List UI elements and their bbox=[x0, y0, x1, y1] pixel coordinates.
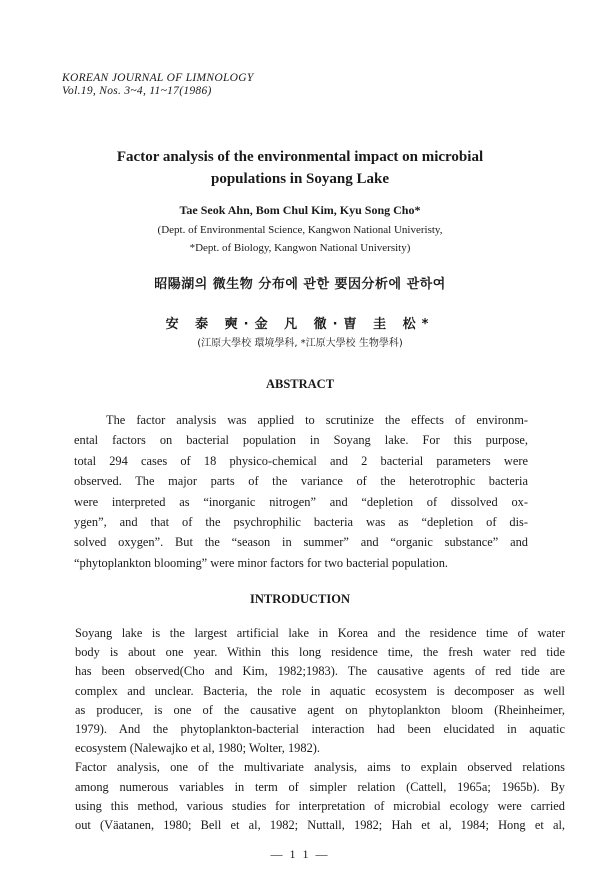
paper-title bbox=[60, 146, 540, 190]
abstract-line: “phytoplankton blooming” were minor factors for two bacterial population. bbox=[74, 555, 449, 570]
intro-line: Soyang lake is the largest artificial lake in Korea and the residence time of water bbox=[75, 626, 565, 640]
abstract-heading: ABSTRACT bbox=[265, 377, 335, 391]
intro-line: has been observed(Cho and Kim, 1982;1983). The causative agents of red tide are bbox=[75, 664, 565, 679]
intro-line: out (Väatanen, 1980; Bell et al, 1982; Nuttall, 1982; Hah et al, 1984; Hong et al, bbox=[75, 818, 565, 833]
intro-line: as producer, is one of the causative agent on phytoplankton bloom (Rheinheimer, bbox=[75, 702, 565, 717]
introduction-body bbox=[75, 624, 565, 835]
intro-line: using this method, various studies for interpretation of microbial ecology were carried bbox=[75, 798, 565, 813]
korean-affiliation: (江原大學校 環境學科, *江原大學校 生物學科) bbox=[197, 338, 403, 349]
abstract-line: total 294 cases of 18 physico-chemical and 2 bacterial parameters were bbox=[74, 453, 528, 468]
introduction-heading: INTRODUCTION bbox=[249, 592, 350, 606]
affiliation-line: *Dept. of Biology, Kangwon National University) bbox=[189, 242, 411, 254]
abstract-line: solved oxygen”. But the “season in summer” and “organic substance” and bbox=[74, 535, 528, 550]
abstract-line: were interpreted as “inorganic nitrogen” and “depletion of dissolved ox- bbox=[74, 494, 528, 509]
abstract-line: observed. The major parts of the variance of the heterotrophic bacteria bbox=[74, 474, 528, 489]
intro-line: 1979). And the phytoplankton-bacterial interaction had been elucidated in aquatic bbox=[75, 722, 565, 737]
title-line: populations in Soyang Lake bbox=[211, 171, 389, 187]
abstract-body bbox=[74, 410, 528, 573]
affiliation-line: (Dept. of Environmental Science, Kangwon National Univeristy, bbox=[157, 224, 443, 236]
journal-name: KOREAN JOURNAL OF LIMNOLOGY bbox=[62, 72, 254, 84]
intro-line: ecosystem (Nalewajko et al, 1980; Wolter, 1982). bbox=[75, 741, 320, 756]
title-line: Factor analysis of the environmental impact on microbial bbox=[116, 149, 484, 165]
journal-volume: Vol.19, Nos. 3~4, 11~17(1986) bbox=[62, 85, 212, 97]
intro-line: among numerous variables in term of simpler relation (Cattell, 1965a; 1965b). By bbox=[75, 779, 565, 794]
korean-title: 昭陽湖의 微生物 分布에 관한 要因分析에 관하여 bbox=[154, 277, 446, 292]
intro-line: complex and unclear. Bacteria, the role in aquatic ecosystem is decomposer as well bbox=[75, 683, 565, 698]
korean-authors: 安 泰 奭·金 凡 徹·曺 圭 松* bbox=[165, 317, 435, 332]
intro-line: Factor analysis, one of the multivariate analysis, aims to explain observed relations bbox=[75, 760, 565, 775]
abstract-line: The factor analysis was applied to scrutinize the effects of environm- bbox=[106, 413, 528, 427]
authors: Tae Seok Ahn, Bom Chul Kim, Kyu Song Cho* bbox=[179, 203, 421, 217]
abstract-line: ental factors on bacterial population in Soyang lake. For this purpose, bbox=[74, 433, 528, 448]
affiliations bbox=[60, 221, 540, 257]
intro-line: body is about one year. Within this long residence time, the fresh water red tide bbox=[75, 645, 565, 660]
page-number: — 1 1 — bbox=[270, 847, 330, 861]
journal-header bbox=[62, 72, 254, 98]
abstract-line: ygen”, and that of the psychrophilic bacteria was as “depletion of dis- bbox=[74, 515, 528, 530]
